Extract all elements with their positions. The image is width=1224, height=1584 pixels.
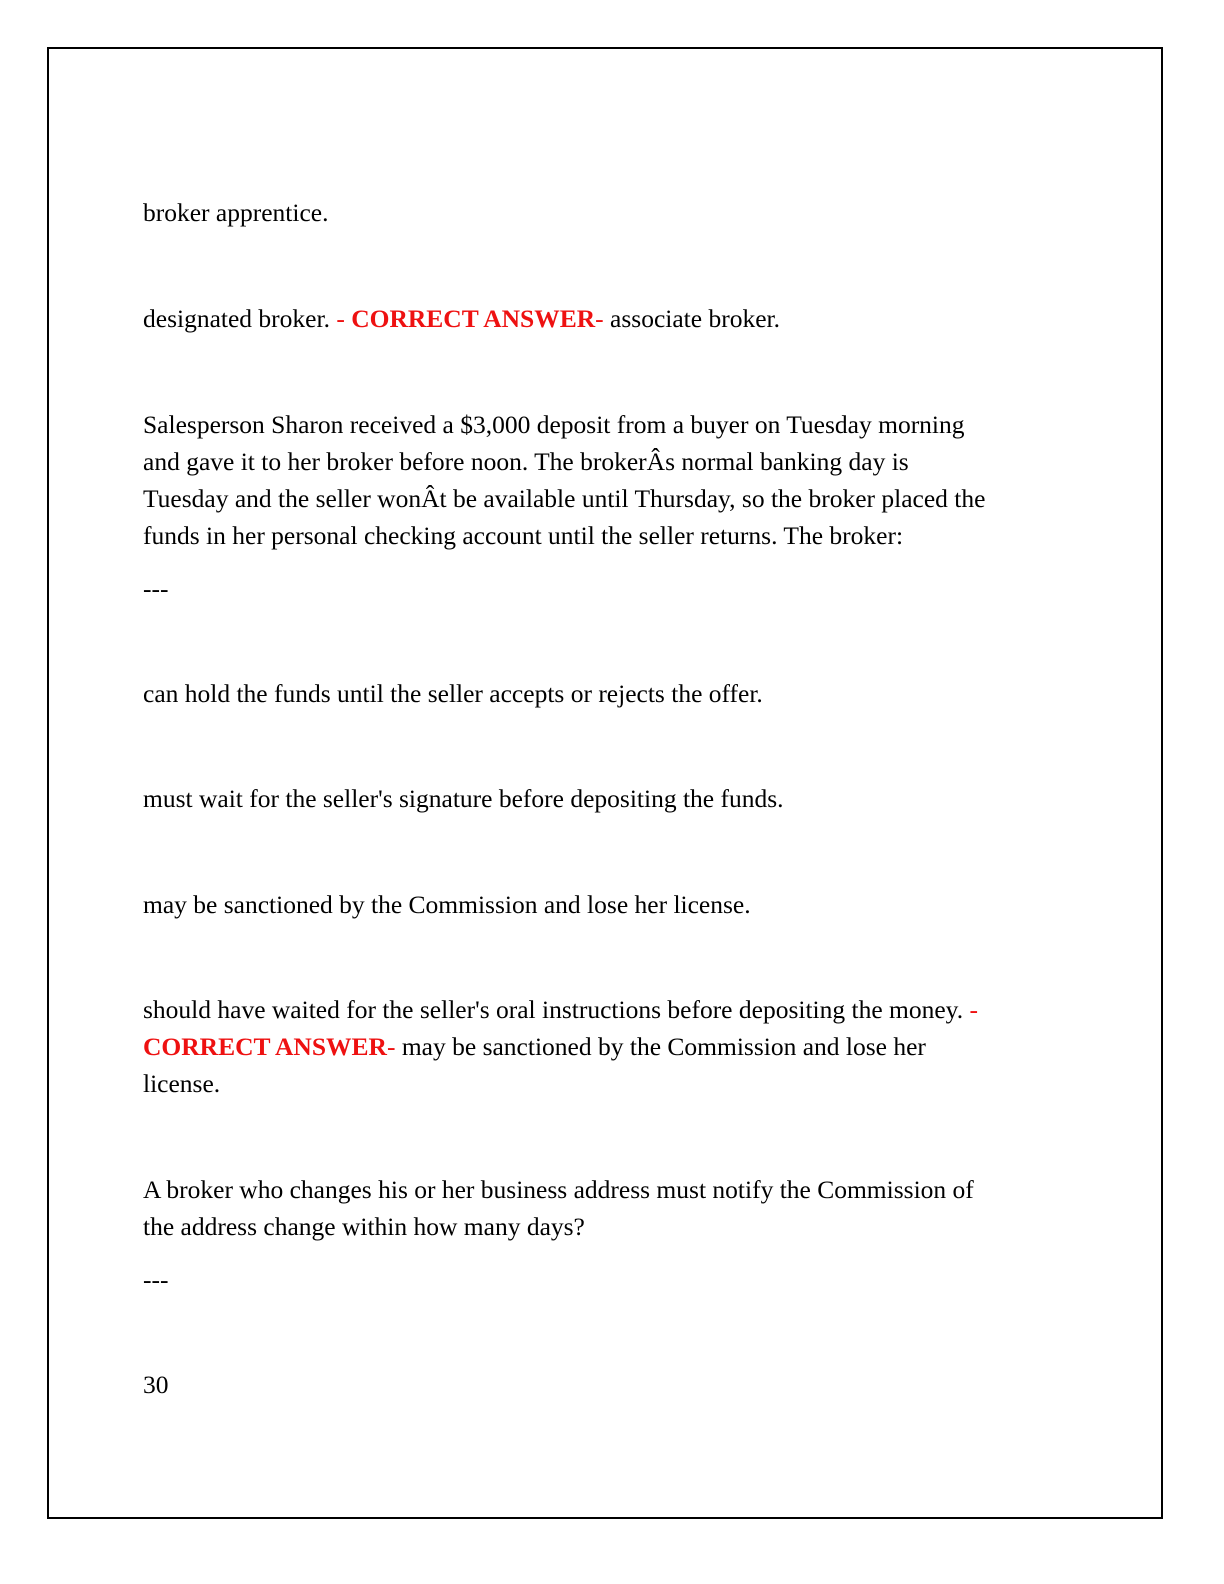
option-text: designated broker. [143,304,330,333]
correct-answer-label: CORRECT ANSWER [143,1032,387,1061]
option-designated-broker-with-answer [143,300,1073,337]
question1-line-4: funds in her personal checking account until the seller returns. The broker: [143,521,904,550]
answer-suffix: - [595,304,604,333]
question1-option-1: can hold the funds until the seller accepts or rejects the offer. [143,679,763,708]
correct-answer-value: may be sanctioned by the Commission and lose her [395,1032,926,1061]
question1-answer-line-3: license. [143,1069,221,1098]
question2-line-1: A broker who changes his or her business address must notify the Commission of [143,1175,974,1204]
option-broker-apprentice: broker apprentice. [143,198,329,227]
question1-option-2: must wait for the seller's signature before depositing the funds. [143,784,784,813]
answer-prefix: - [963,995,979,1024]
answer-prefix: - [329,304,352,333]
question1-line-1: Salesperson Sharon received a $3,000 deposit from a buyer on Tuesday morning [143,410,965,439]
answer-suffix: - [386,1032,396,1061]
option-text: should have waited for the seller's oral instructions before depositing the money. [143,995,964,1024]
question2-line-2: the address change within how many days? [143,1212,585,1241]
question1-line-2: and gave it to her broker before noon. The brokerÂs normal banking day is [143,447,909,476]
question1-answer-line [143,1028,1073,1065]
question1-separator: --- [143,574,169,603]
question1-option-3: may be sanctioned by the Commission and lose her license. [143,890,751,919]
correct-answer-value: associate broker. [603,304,780,333]
question2-separator: --- [143,1265,169,1294]
correct-answer-label: CORRECT ANSWER [351,304,596,333]
question1-option-4-line-1 [143,991,1073,1028]
page-number: 30 [143,1370,169,1399]
question1-line-3: Tuesday and the seller wonÂt be available until Thursday, so the broker placed the [143,484,986,513]
